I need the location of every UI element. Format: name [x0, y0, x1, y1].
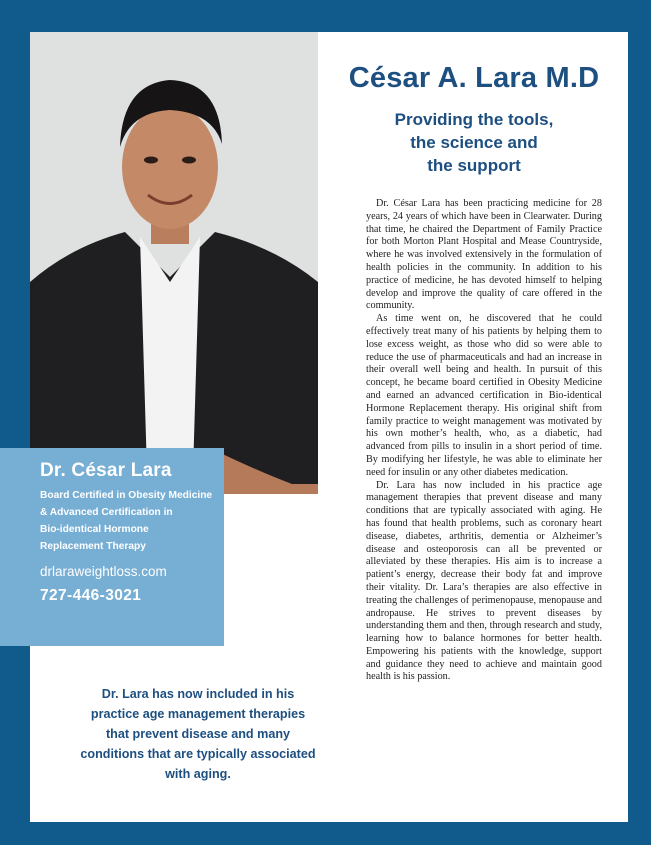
phone-number[interactable]: 727-446-3021	[40, 587, 142, 604]
page-title: César A. Lara M.D	[348, 62, 600, 94]
article-paragraph: As time went on, he discovered that he could effectively treat many of his patients by helping them to lose excess weight, as those who did so were able to reduce the use of pharmaceuticals and had an increase in their overall well being and health. In pursuit of this concept, he became board certified in Obesity Medicine and earned an advanced certification in Bio-identical Hormone Replacement therapy. His original shift from family practice to weight management was motivated by his own mother’s health, who, as a diabetic, had advanced from pills to insulin in a short period of time. By modifying her lifestyle, he was able to eliminate her need for insulin or any other diabetes medication.	[366, 313, 602, 478]
portrait-illustration	[30, 32, 318, 494]
subtitle-line: the science and	[410, 133, 538, 152]
article-body	[366, 198, 602, 684]
article-paragraph: Dr. César Lara has been practicing medicine for 28 years, 24 years of which have been in Clearwater. During that time, he chaired the Department of Family Practice for both Morton Plant Hospital and Mease Countryside, where he was involved extensively in the formulation of health policies in the community. In addition to his practice of medicine, he has devoted himself to helping develop and improve the quality of care offered in the community.	[366, 198, 602, 312]
page-subtitle	[320, 108, 628, 177]
credentials-line: Bio-identical Hormone	[40, 524, 149, 535]
article-paragraph: Dr. Lara has now included in his practice age management therapies that prevent disease and many conditions that are typically associated with aging. He has found that health problems, such as coronary heart disease, diabetes, arthritis, dementia or Alzheimer’s disease and osteoporosis can all be prevented or alleviated by these therapies. His aim is to increase a patient’s energy, decrease their body fat and improve their vitality. Dr. Lara’s therapies are also effective in treating the challenges of perimenopause, menopause and andropause. He strives to prevent diseases by understanding them and then, through research and study, learning how to balance hormones for better health. Empowering his patients with the knowledge, support and guidance they need to achieve and maintain good health is his passion.	[366, 479, 602, 683]
subtitle-line: the support	[427, 156, 521, 175]
credentials	[40, 487, 224, 555]
doctor-name: Dr. César Lara	[40, 460, 172, 481]
portrait-photo	[30, 32, 318, 494]
page	[30, 32, 628, 822]
credentials-line: Replacement Therapy	[40, 541, 146, 552]
credentials-line: & Advanced Certification in	[40, 507, 173, 518]
subtitle-line: Providing the tools,	[394, 110, 554, 129]
website-link[interactable]: drlaraweightloss.com	[40, 564, 167, 579]
credentials-line: Board Certified in Obesity Medicine	[40, 490, 213, 501]
contact-info-box	[0, 448, 224, 646]
pull-quote: Dr. Lara has now included in his practice age management therapies that prevent disease and many conditions that are typically associated with aging.	[80, 687, 316, 781]
